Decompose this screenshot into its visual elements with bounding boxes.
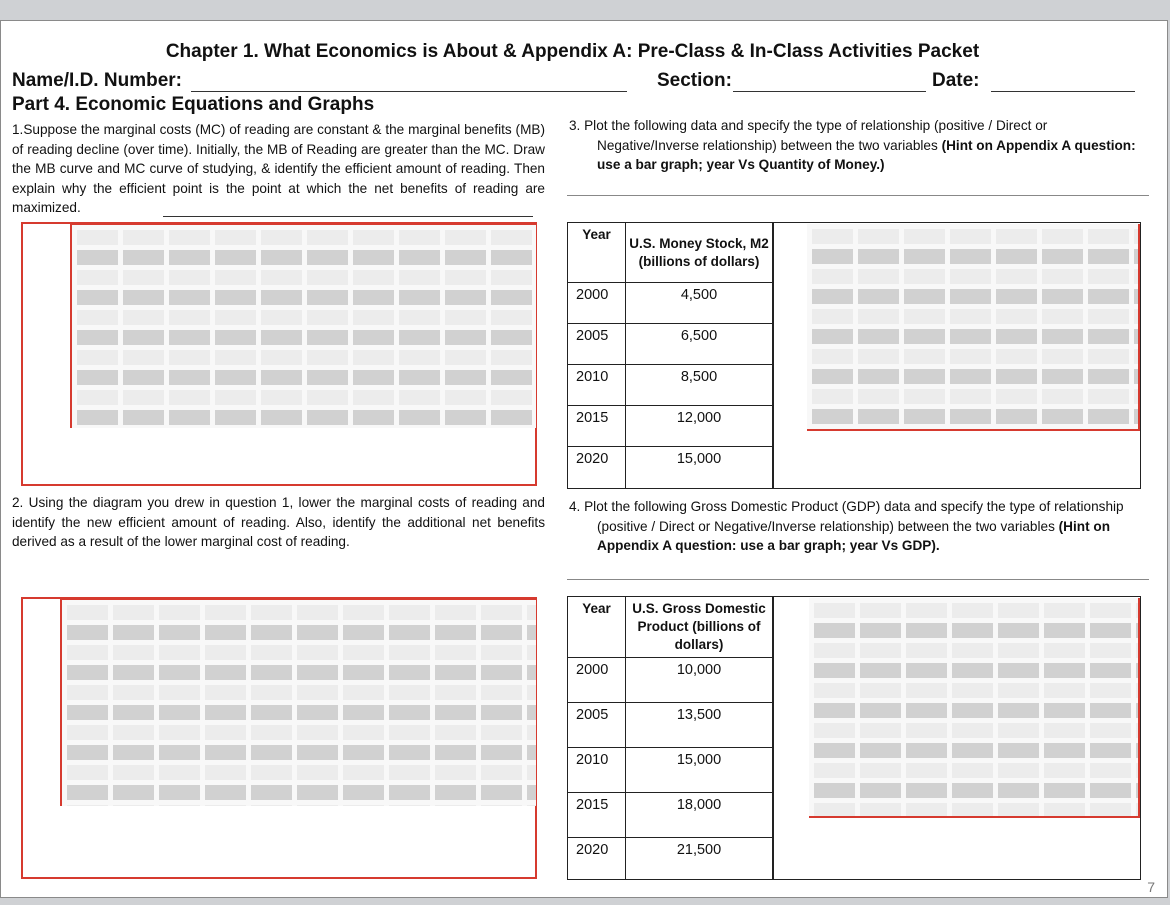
part-title: Part 4. Economic Equations and Graphs	[12, 94, 375, 115]
money-table-value-header: U.S. Money Stock, M2 (billions of dollars)	[626, 223, 773, 283]
graph-grid-q3[interactable]	[807, 224, 1140, 431]
money-row-value: 8,500	[626, 365, 773, 406]
question-4-hint: (Hint on Appendix A question: use a bar graph; year Vs GDP).	[597, 518, 1110, 553]
money-row-year: 2015	[568, 406, 626, 447]
question-3-hint: (Hint on Appendix A question: use a bar graph; year Vs Quantity of Money.)	[597, 137, 1136, 172]
question-2-text: 2. Using the diagram you drew in question 1, lower the marginal costs of reading and identify the new efficient amount of reading. Also, identify the additional net benefits derived as a result of the lower marginal cost of reading.	[12, 495, 545, 549]
gdp-row-year: 2010	[568, 748, 626, 793]
money-row-year: 2010	[568, 365, 626, 406]
gdp-row-value: 10,000	[626, 658, 773, 703]
question-3	[569, 116, 1137, 175]
question-1-answer-line[interactable]	[163, 216, 533, 217]
question-2	[12, 493, 545, 552]
question-3-answer-line[interactable]	[567, 195, 1149, 196]
money-row-value: 15,000	[626, 447, 773, 489]
gdp-row-value: 18,000	[626, 793, 773, 838]
date-field-line[interactable]	[991, 91, 1135, 92]
worksheet-page	[0, 20, 1168, 898]
question-4-text: 4. Plot the following Gross Domestic Product (GDP) data and specify the type of relationship (positive / Direct or Negative/Inverse relationship) between the two variables	[569, 499, 1124, 534]
question-1-text: 1.Suppose the marginal costs (MC) of reading are constant & the marginal benefits (MB) of reading decline (over time). Initially, the MB of Reading are greater than the MC. Draw the MB curve and MC curve of studying, & identify the efficient amount of reading. Then explain why the efficient point is the point at which the net benefits of reading are maximized.	[12, 122, 545, 215]
question-4	[569, 497, 1142, 556]
money-row-value: 12,000	[626, 406, 773, 447]
graph-grid-q4[interactable]	[809, 598, 1140, 818]
gdp-table-value-header: U.S. Gross Domestic Product (billions of dollars)	[626, 597, 773, 658]
section-label: Section:	[657, 70, 732, 91]
gdp-table	[567, 596, 773, 880]
gdp-table-year-header: Year	[568, 597, 626, 658]
name-label: Name/I.D. Number:	[12, 70, 182, 91]
money-row-year: 2005	[568, 324, 626, 365]
money-row-value: 4,500	[626, 283, 773, 324]
date-label: Date:	[932, 70, 980, 91]
money-row-value: 6,500	[626, 324, 773, 365]
money-table-year-header: Year	[568, 223, 626, 283]
question-1	[12, 120, 545, 218]
money-stock-table	[567, 222, 773, 489]
gdp-row-year: 2020	[568, 838, 626, 880]
gdp-row-value: 21,500	[626, 838, 773, 880]
gdp-row-value: 13,500	[626, 703, 773, 748]
money-row-year: 2000	[568, 283, 626, 324]
page-title: Chapter 1. What Economics is About & Appendix A: Pre-Class & In-Class Activities Packet	[165, 41, 980, 62]
gdp-row-year: 2005	[568, 703, 626, 748]
graph-grid-q2[interactable]	[60, 598, 536, 806]
section-field-line[interactable]	[733, 91, 926, 92]
question-3-text: 3. Plot the following data and specify the type of relationship (positive / Direct or Negative/Inverse relationship) between the two variables	[569, 118, 1048, 153]
gdp-row-value: 15,000	[626, 748, 773, 793]
gdp-row-year: 2000	[568, 658, 626, 703]
money-row-year: 2020	[568, 447, 626, 489]
graph-grid-q1[interactable]	[70, 223, 536, 428]
page-number: 7	[1147, 879, 1155, 895]
name-field-line[interactable]	[191, 91, 627, 92]
question-4-answer-line[interactable]	[567, 579, 1149, 580]
gdp-row-year: 2015	[568, 793, 626, 838]
